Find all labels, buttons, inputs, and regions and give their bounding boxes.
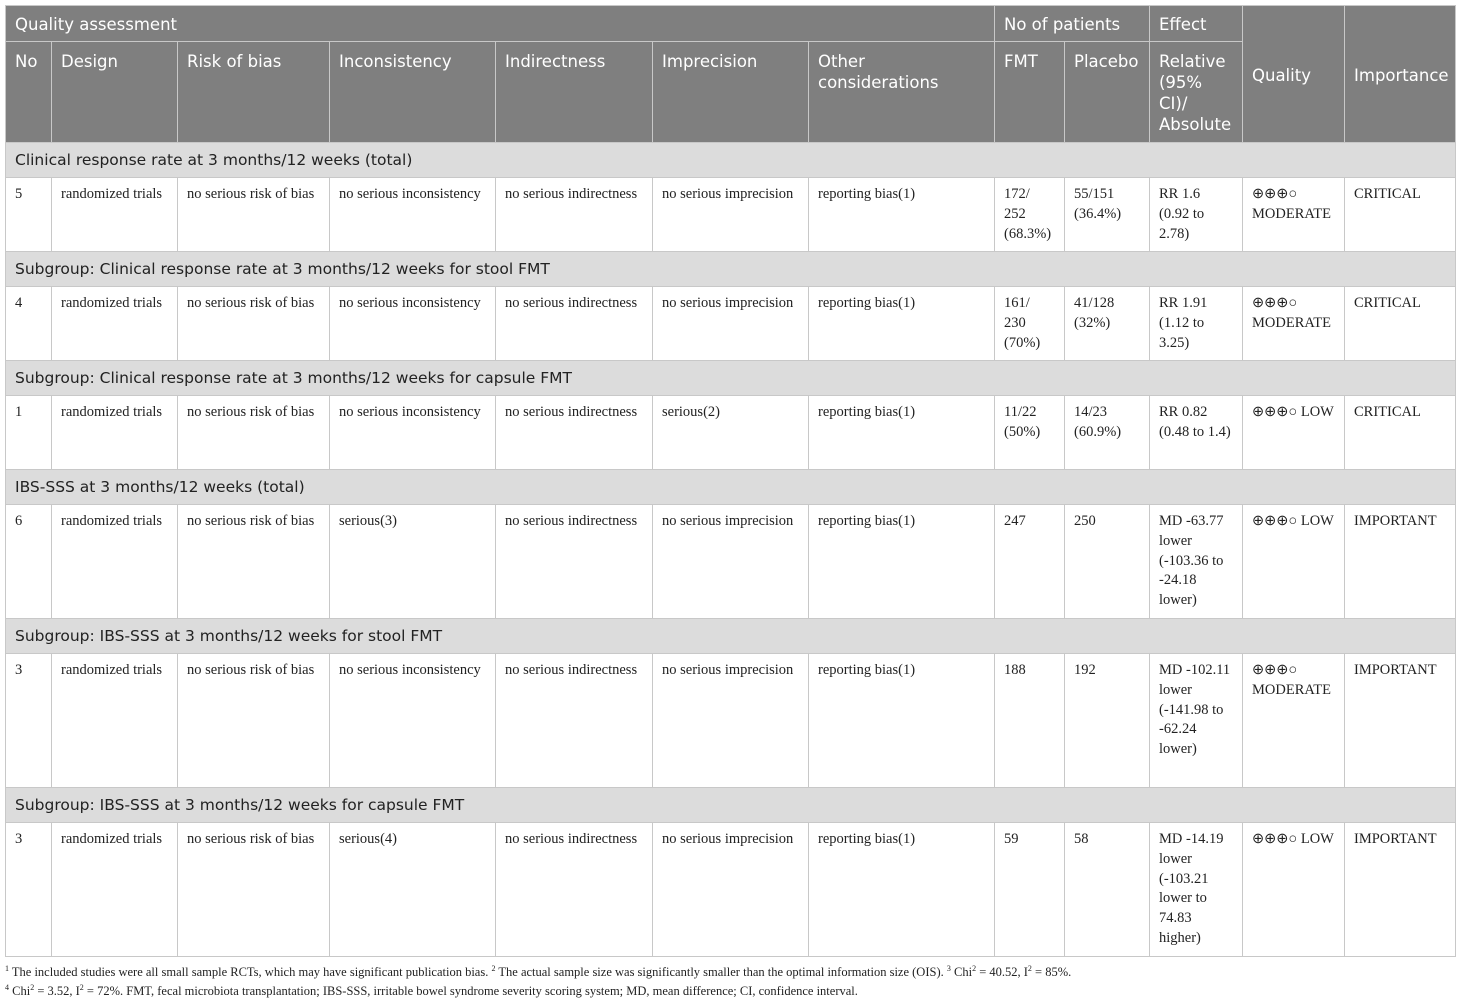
cell-design: randomized trials <box>52 396 178 470</box>
table-footnotes <box>5 963 1455 1001</box>
footnote-text: = 40.52, I <box>976 965 1028 979</box>
table-body <box>6 143 1456 957</box>
cell-imprecision: no serious imprecision <box>653 823 809 957</box>
cell-imprecision: serious(2) <box>653 396 809 470</box>
cell-no: 4 <box>6 287 52 361</box>
group-row <box>6 361 1456 396</box>
cell-importance: IMPORTANT <box>1345 654 1456 788</box>
superscript: 2 <box>1027 963 1032 973</box>
cell-fmt: 11/22 (50%) <box>995 396 1065 470</box>
footnote-marker: 4 <box>5 982 9 992</box>
table-row <box>6 396 1456 470</box>
cell-design: randomized trials <box>52 287 178 361</box>
group-title: Subgroup: Clinical response rate at 3 months/12 weeks for stool FMT <box>6 252 1456 287</box>
cell-indirectness: no serious indirectness <box>496 287 653 361</box>
cell-quality: ⊕⊕⊕○ LOW <box>1243 396 1345 470</box>
cell-fmt: 188 <box>995 654 1065 788</box>
cell-quality: ⊕⊕⊕○ LOW <box>1243 505 1345 619</box>
group-row <box>6 470 1456 505</box>
cell-no: 1 <box>6 396 52 470</box>
cell-inconsistency: no serious inconsistency <box>330 287 496 361</box>
cell-fmt: 161/ 230 (70%) <box>995 287 1065 361</box>
group-title: Subgroup: IBS-SSS at 3 months/12 weeks for capsule FMT <box>6 788 1456 823</box>
cell-risk-of-bias: no serious risk of bias <box>178 178 330 252</box>
footnote-text: = 85%. <box>1031 965 1072 979</box>
cell-effect: RR 1.91 (1.12 to 3.25) <box>1150 287 1243 361</box>
header-inconsistency: Inconsistency <box>330 42 496 143</box>
cell-no: 5 <box>6 178 52 252</box>
cell-risk-of-bias: no serious risk of bias <box>178 654 330 788</box>
cell-risk-of-bias: no serious risk of bias <box>178 823 330 957</box>
header-importance: Importance <box>1345 6 1456 143</box>
group-row <box>6 252 1456 287</box>
group-title: Clinical response rate at 3 months/12 weeks (total) <box>6 143 1456 178</box>
cell-fmt: 247 <box>995 505 1065 619</box>
cell-quality: ⊕⊕⊕○ LOW <box>1243 823 1345 957</box>
superscript: 2 <box>30 982 35 992</box>
cell-other-considerations: reporting bias(1) <box>809 505 995 619</box>
cell-imprecision: no serious imprecision <box>653 287 809 361</box>
header-quality: Quality <box>1243 6 1345 143</box>
cell-inconsistency: serious(3) <box>330 505 496 619</box>
cell-other-considerations: reporting bias(1) <box>809 823 995 957</box>
footnote-marker: 1 <box>5 963 9 973</box>
cell-placebo: 14/23 (60.9%) <box>1065 396 1150 470</box>
cell-inconsistency: no serious inconsistency <box>330 396 496 470</box>
cell-placebo: 250 <box>1065 505 1150 619</box>
cell-inconsistency: no serious inconsistency <box>330 178 496 252</box>
cell-indirectness: no serious indirectness <box>496 823 653 957</box>
cell-effect: MD -102.11 lower (-141.98 to -62.24 lower) <box>1150 654 1243 788</box>
cell-other-considerations: reporting bias(1) <box>809 654 995 788</box>
cell-placebo: 58 <box>1065 823 1150 957</box>
grade-evidence-table-container <box>5 5 1455 957</box>
grade-evidence-table <box>5 5 1456 957</box>
header-imprecision: Imprecision <box>653 42 809 143</box>
cell-importance: CRITICAL <box>1345 287 1456 361</box>
cell-imprecision: no serious imprecision <box>653 505 809 619</box>
group-title: IBS-SSS at 3 months/12 weeks (total) <box>6 470 1456 505</box>
cell-design: randomized trials <box>52 654 178 788</box>
header-risk-of-bias: Risk of bias <box>178 42 330 143</box>
table-row <box>6 287 1456 361</box>
group-row <box>6 619 1456 654</box>
footnote-text: = 72%. FMT, fecal microbiota transplantation; IBS-SSS, irritable bowel syndrome severity scoring system; MD, mean difference; CI, confidence interval. <box>83 984 858 998</box>
cell-fmt: 59 <box>995 823 1065 957</box>
cell-indirectness: no serious indirectness <box>496 396 653 470</box>
cell-indirectness: no serious indirectness <box>496 505 653 619</box>
cell-other-considerations: reporting bias(1) <box>809 287 995 361</box>
header-relative-absolute: Relative (95% CI)/ Absolute <box>1150 42 1243 143</box>
table-row <box>6 823 1456 957</box>
cell-design: randomized trials <box>52 505 178 619</box>
footnote-text: Chi <box>950 965 973 979</box>
table-row <box>6 505 1456 619</box>
header-fmt: FMT <box>995 42 1065 143</box>
header-design: Design <box>52 42 178 143</box>
cell-design: randomized trials <box>52 823 178 957</box>
cell-placebo: 192 <box>1065 654 1150 788</box>
group-row <box>6 788 1456 823</box>
cell-other-considerations: reporting bias(1) <box>809 178 995 252</box>
cell-other-considerations: reporting bias(1) <box>809 396 995 470</box>
header-row-columns <box>6 42 1456 143</box>
footnote-text: The actual sample size was significantly smaller than the optimal information size (OIS). <box>495 965 947 979</box>
cell-importance: CRITICAL <box>1345 396 1456 470</box>
superscript: 2 <box>972 963 977 973</box>
footnote-text: = 3.52, I <box>34 984 80 998</box>
cell-risk-of-bias: no serious risk of bias <box>178 287 330 361</box>
table-row <box>6 654 1456 788</box>
table-header <box>6 6 1456 143</box>
cell-effect: RR 0.82 (0.48 to 1.4) <box>1150 396 1243 470</box>
header-indirectness: Indirectness <box>496 42 653 143</box>
cell-inconsistency: no serious inconsistency <box>330 654 496 788</box>
cell-placebo: 41/128 (32%) <box>1065 287 1150 361</box>
footnote-marker: 2 <box>491 963 496 973</box>
cell-inconsistency: serious(4) <box>330 823 496 957</box>
header-other-considerations: Other considerations <box>809 42 995 143</box>
cell-effect: MD -63.77 lower (-103.36 to -24.18 lower) <box>1150 505 1243 619</box>
superscript: 2 <box>79 982 84 992</box>
header-no: No <box>6 42 52 143</box>
cell-importance: CRITICAL <box>1345 178 1456 252</box>
cell-no: 6 <box>6 505 52 619</box>
cell-effect: MD -14.19 lower (-103.21 lower to 74.83 higher) <box>1150 823 1243 957</box>
footnote-text: Chi <box>9 984 31 998</box>
cell-fmt: 172/ 252 (68.3%) <box>995 178 1065 252</box>
footnote-text: The included studies were all small sample RCTs, which may have significant publication bias. <box>9 965 492 979</box>
header-placebo: Placebo <box>1065 42 1150 143</box>
cell-indirectness: no serious indirectness <box>496 654 653 788</box>
cell-importance: IMPORTANT <box>1345 505 1456 619</box>
header-quality-assessment: Quality assessment <box>6 6 995 42</box>
cell-effect: RR 1.6 (0.92 to 2.78) <box>1150 178 1243 252</box>
cell-no: 3 <box>6 654 52 788</box>
cell-risk-of-bias: no serious risk of bias <box>178 505 330 619</box>
header-no-of-patients: No of patients <box>995 6 1150 42</box>
cell-design: randomized trials <box>52 178 178 252</box>
cell-quality: ⊕⊕⊕○ MODERATE <box>1243 654 1345 788</box>
footnote-line-1 <box>5 963 1455 982</box>
header-row-groups <box>6 6 1456 42</box>
cell-quality: ⊕⊕⊕○ MODERATE <box>1243 287 1345 361</box>
cell-quality: ⊕⊕⊕○ MODERATE <box>1243 178 1345 252</box>
cell-imprecision: no serious imprecision <box>653 654 809 788</box>
group-row <box>6 143 1456 178</box>
header-effect: Effect <box>1150 6 1243 42</box>
table-row <box>6 178 1456 252</box>
cell-indirectness: no serious indirectness <box>496 178 653 252</box>
footnote-marker: 3 <box>946 963 951 973</box>
group-title: Subgroup: IBS-SSS at 3 months/12 weeks for stool FMT <box>6 619 1456 654</box>
group-title: Subgroup: Clinical response rate at 3 months/12 weeks for capsule FMT <box>6 361 1456 396</box>
cell-placebo: 55/151 (36.4%) <box>1065 178 1150 252</box>
cell-importance: IMPORTANT <box>1345 823 1456 957</box>
cell-no: 3 <box>6 823 52 957</box>
footnote-line-2 <box>5 982 1455 1001</box>
cell-imprecision: no serious imprecision <box>653 178 809 252</box>
cell-risk-of-bias: no serious risk of bias <box>178 396 330 470</box>
